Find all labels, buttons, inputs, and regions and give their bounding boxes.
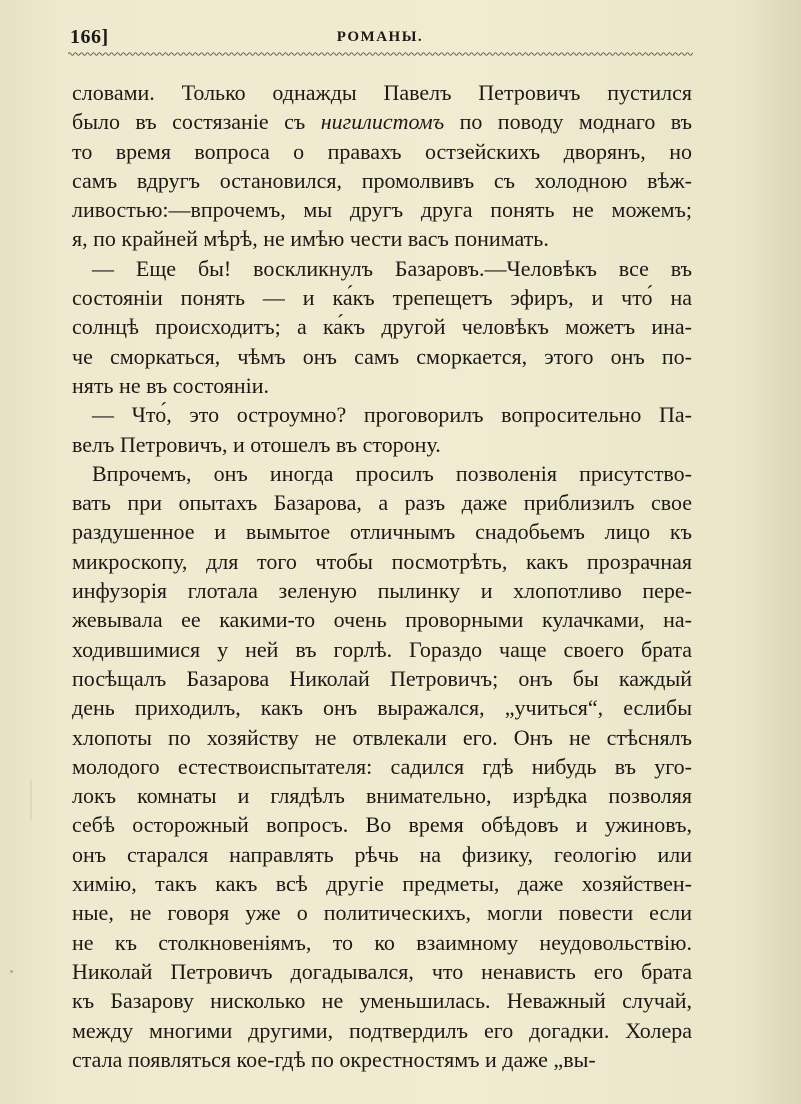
text-line: локъ комнаты и глядѣлъ внимательно, изрѣдка позволяя: [72, 783, 692, 809]
text-line: я, по крайней мѣрѣ, не имѣю чести васъ понимать.: [72, 226, 549, 252]
text-line: посѣщалъ Базарова Николай Петровичъ; онъ бы каждый: [72, 665, 692, 691]
text-line: стала появляться кое-гдѣ по окрестностямъ и даже „вы-: [72, 1046, 596, 1072]
text-line: состояніи понять — и ка́къ трепещетъ эфиръ, и что́ на: [72, 285, 692, 311]
text-line: Впрочемъ, онъ иногда просилъ позволенія присутство-: [92, 460, 692, 486]
emphasized-word: нигилистомъ: [320, 109, 445, 135]
margin-smudge: [30, 780, 32, 820]
text-line: то время вопроса о правахъ остзейскихъ дворянъ, но: [72, 138, 692, 164]
body-text: [72, 78, 692, 1074]
text-line: че сморкаться, чѣмъ онъ самъ сморкается, этого онъ по-: [72, 343, 692, 369]
text-line: словами. Только однажды Павелъ Петровичъ пустился: [72, 80, 692, 105]
text-line: нять не въ состояніи.: [72, 372, 270, 398]
text-line: инфузорія глотала зеленую пылинку и хлопотливо пере-: [72, 578, 692, 604]
text-line: жевывала ее какими-то очень проворными кулачками, на-: [72, 607, 692, 633]
text-line: — Еще бы! воскликнулъ Базаровъ.—Человѣкъ все въ: [92, 255, 692, 281]
text-line: хлопоты по хозяйству не отвлекали его. Онъ не стѣснялъ: [72, 724, 692, 750]
header-wavy-rule: [68, 50, 693, 58]
text-line: день приходилъ, какъ онъ выражался, „учиться“, еслибы: [72, 695, 692, 721]
text-line: Николай Петровичъ догадывался, что ненависть его брата: [72, 958, 692, 984]
text-line: раздушенное и вымытое отличнымъ снадобьемъ лицо къ: [72, 519, 692, 545]
page-header: [70, 26, 690, 52]
text-line: велъ Петровичъ, и отошелъ въ сторону.: [72, 431, 441, 457]
text-line: ходившимися у ней въ горлѣ. Гораздо чаще своего брата: [72, 636, 692, 662]
text-line: молодого естествоиспытателя: садился гдѣ нибудь въ уго-: [72, 753, 692, 779]
text-line: ные, не говоря уже о политическихъ, могли повести если: [72, 900, 692, 926]
text-line: микроскопу, для того чтобы посмотрѣть, какъ прозрачная: [72, 548, 692, 574]
text-line: ливостью:—впрочемъ, мы другъ друга понять не можемъ;: [72, 197, 692, 223]
text-line: вать при опытахъ Базарова, а разъ даже приблизилъ свое: [72, 490, 692, 516]
text-line: онъ старался направлять рѣчь на физику, геологію или: [72, 841, 692, 867]
text-line: солнцѣ происходитъ; а ка́къ другой человѣкъ можетъ ина-: [72, 314, 692, 340]
margin-speck: [10, 970, 13, 973]
text-line: не къ столкновеніямъ, то ко взаимному неудовольствію.: [72, 929, 692, 955]
text-line: было въ состязаніе съ нигилистомъ по поводу моднаго въ: [72, 109, 692, 135]
running-title: РОМАНЫ.: [336, 29, 424, 45]
text-line: химію, такъ какъ всѣ другіе предметы, даже хозяйствен-: [72, 871, 692, 897]
page-number: 166]: [70, 26, 109, 48]
text-line: между многими другими, подтвердилъ его догадки. Холера: [72, 1017, 692, 1043]
text-line: — Что́, это остроумно? проговорилъ вопросительно Па-: [92, 402, 692, 428]
text-line: самъ вдругъ остановился, промолвивъ съ холодною вѣж-: [72, 167, 692, 193]
text-line: къ Базарову нисколько не уменьшилась. Неважный случай,: [72, 988, 692, 1014]
text-line: себѣ осторожный вопросъ. Во время обѣдовъ и ужиновъ,: [72, 812, 692, 838]
